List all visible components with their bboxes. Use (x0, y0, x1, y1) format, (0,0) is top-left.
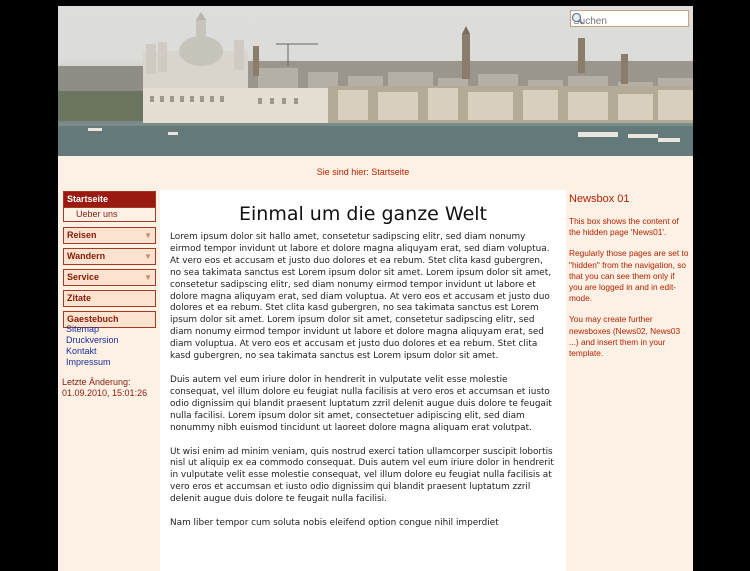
nav-item-zitate[interactable] (63, 290, 156, 307)
content-text (170, 232, 555, 542)
search-icon[interactable] (571, 12, 584, 25)
content-paragraph: Nam liber tempor cum soluta nobis eleifend option congue nihil imperdiet (170, 518, 499, 529)
content-paragraph: Lorem ipsum dolor sit hallo amet, consetetur sadipscing elitr, sed diam nonumy eirmod tempor invidunt ut labore et dolore magna aliquyam erat, sed diam voluptua. At vero eos et accusam et justo duo dolores et ea rebum. Stet clita kasd gubergren, no sea takimata sanctus est Lorem ipsum dolor sit amet. Lorem ipsum dolor sit amet, consetetur sadipscing elitr, sed diam nonumy eirmod tempor invidunt ut labore et dolore magna aliquyam erat, sed diam voluptua. At vero eos et accusam et justo duo dolores et ea rebum. Stet clita kasd gubergren, no sea takimata sanctus est Lorem ipsum dolor sit amet. Lorem ipsum dolor sit amet, consetetur sadipscing elitr, sed diam nonumy eirmod tempor invidunt ut labore et dolore magna aliquyam erat, sed diam voluptua. At vero eos et accusam et justo duo dolores et ea rebum. Stet clita kasd gubergren, no sea takimata sanctus est Lorem ipsum dolor sit amet. (170, 232, 552, 362)
last-modified (62, 377, 147, 399)
nav-item-label: Gaestebuch (67, 314, 119, 324)
search-input[interactable] (571, 14, 671, 29)
page (58, 6, 693, 571)
last-modified-value: 01.09.2010, 15:01:26 (62, 388, 148, 398)
nav-item-label: Startseite (67, 194, 109, 204)
nav-item-service[interactable] (63, 269, 156, 286)
expand-arrow-icon: ▼ (144, 252, 152, 261)
nav-item-label: Wandern (67, 251, 106, 261)
nav-item-reisen[interactable] (63, 227, 156, 244)
breadcrumb-current[interactable]: Startseite (371, 167, 410, 177)
nav-item-startseite[interactable] (63, 191, 156, 208)
page-title: Einmal um die ganze Welt (239, 203, 487, 225)
link-impressum[interactable]: Impressum (66, 357, 111, 367)
link-kontakt[interactable]: Kontakt (66, 346, 97, 356)
breadcrumb-prefix: Sie sind hier: (316, 167, 369, 177)
search-box[interactable] (570, 10, 689, 27)
content-paragraph: Ut wisi enim ad minim veniam, quis nostrud exerci tation ullamcorper suscipit lobortis nisl ut aliquip ex ea commodo consequat. Duis autem vel eum iriure dolor in hendrerit in vulputate velit esse molestie consequat, vel illum dolore eu feugiat nulla facilisis at vero eros et accumsan et iusto odio dignissim qui blandit praesent luptatum zzril delenit augue duis dolore te feugait nulla facilisi. (170, 446, 554, 505)
newsbox-paragraph: This box shows the content of the hidden page 'News01'. (569, 216, 679, 238)
newsbox-title: Newsbox 01 (569, 193, 630, 205)
main-content (160, 190, 566, 571)
utility-links (66, 324, 119, 368)
nav-subitem-label: Ueber uns (76, 209, 118, 219)
last-modified-label: Letzte Änderung: (62, 377, 131, 387)
newsbox-paragraph: Regularly those pages are set to "hidden" from the navigation, so that you can see them only if you are logged in and in edit-mode. (569, 248, 689, 304)
newsbox-paragraph: You may create further newsboxes (News02, News03 ...) and insert them in your template. (569, 314, 681, 359)
nav-item-label: Reisen (67, 230, 97, 240)
expand-arrow-icon: ▼ (144, 231, 152, 240)
newsbox (569, 193, 689, 369)
expand-arrow-icon: ▼ (144, 273, 152, 282)
header-banner-image (58, 6, 693, 156)
content-paragraph: Duis autem vel eum iriure dolor in hendrerit in vulputate velit esse molestie consequat, vel illum dolore eu feugiat nulla facilisis at vero eros et accumsan et iusto odio dignissim qui blandit praesent luptatum zzril delenit augue duis dolore te feugait nulla facilisi. Lorem ipsum dolor sit amet, consectetuer adipiscing elit, sed diam nonummy nibh euismod tincidunt ut laoreet dolore magna aliquam erat volutpat. (170, 374, 552, 433)
nav-item-label: Zitate (67, 293, 92, 303)
link-sitemap[interactable]: Sitemap (66, 324, 100, 334)
breadcrumb (58, 167, 668, 177)
nav-subitem-ueber-uns[interactable] (63, 208, 156, 222)
main-navigation (63, 191, 156, 332)
link-druckversion[interactable]: Druckversion (66, 335, 119, 345)
nav-item-label: Service (67, 272, 100, 282)
nav-item-wandern[interactable] (63, 248, 156, 265)
